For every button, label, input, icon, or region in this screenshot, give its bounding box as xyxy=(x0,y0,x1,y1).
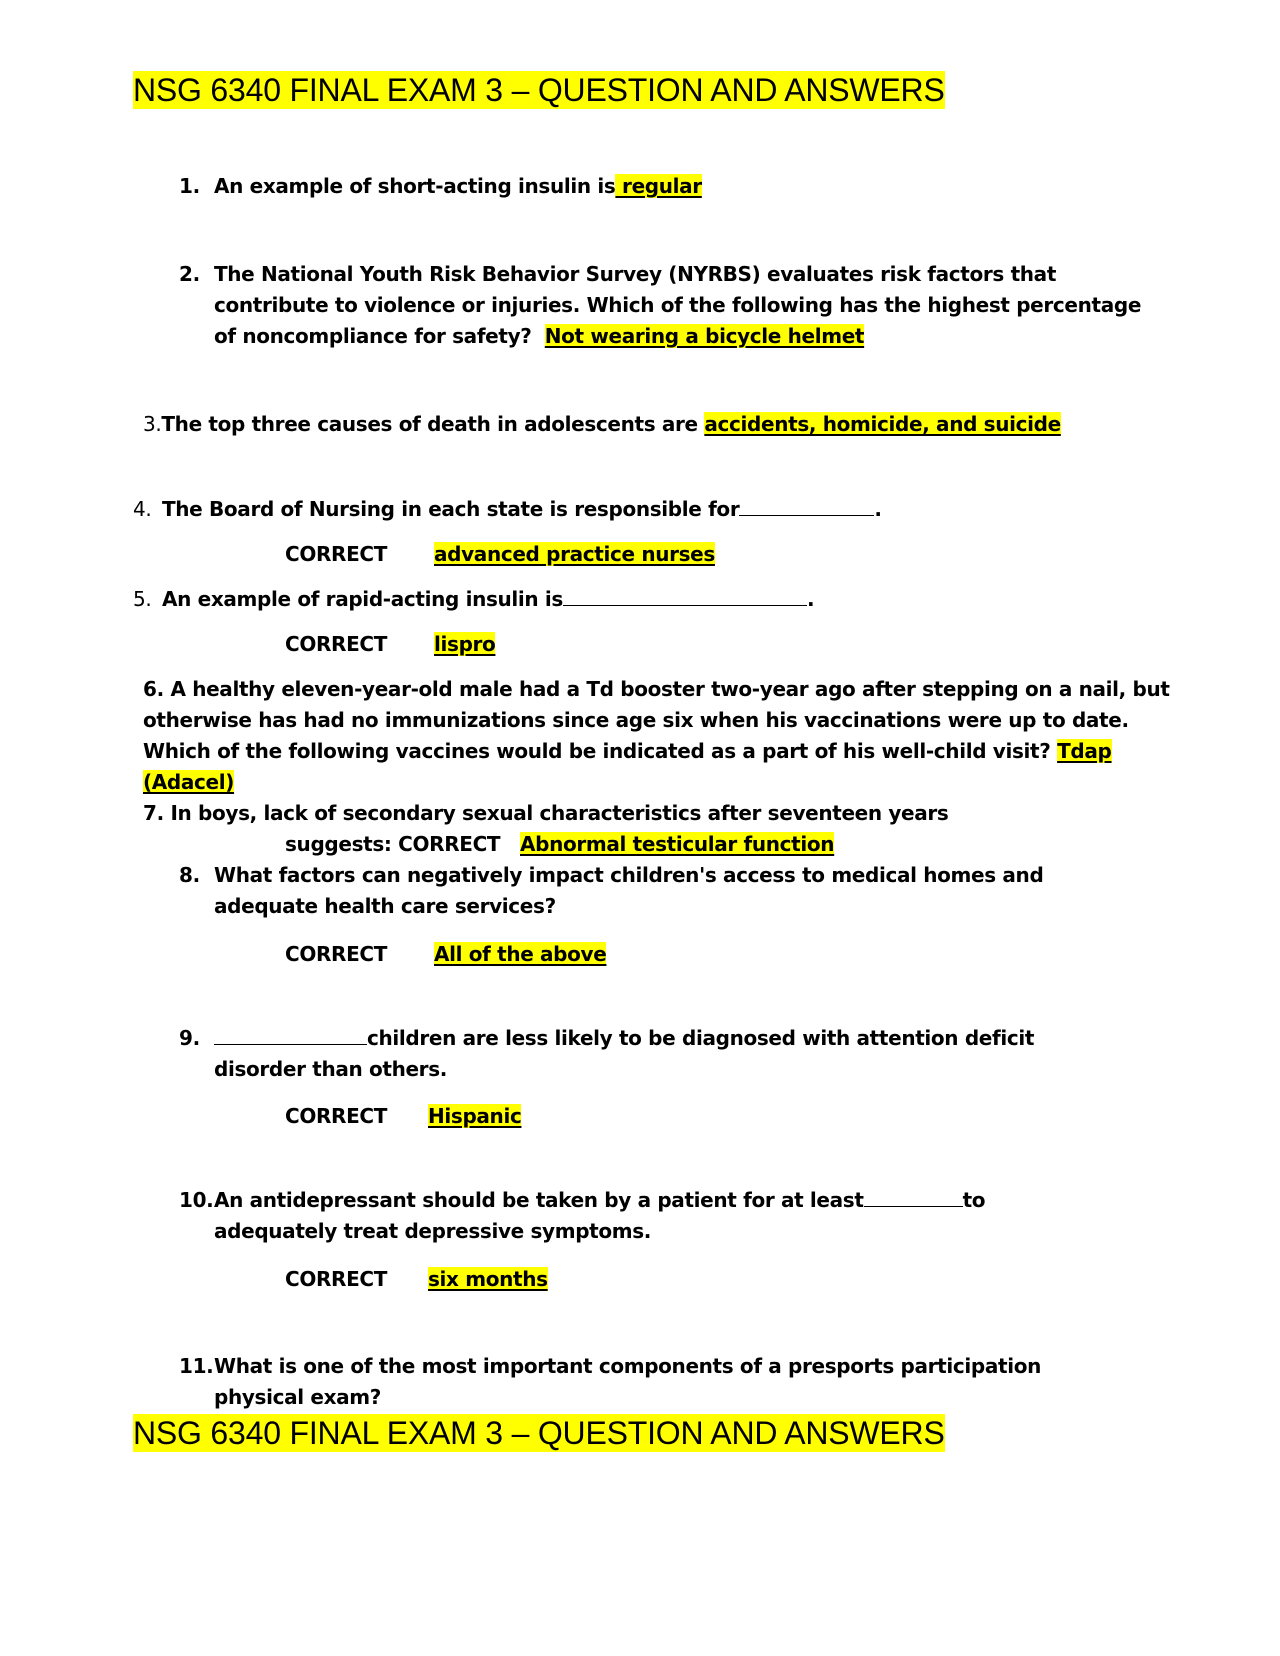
answer-highlight: Not wearing a bicycle helmet xyxy=(544,324,865,348)
question-6-line-3 xyxy=(143,735,1112,767)
question-6-answer-continued xyxy=(143,766,234,798)
question-text-line: An antidepressant should be taken by a patient for at least xyxy=(214,1188,864,1212)
answer-highlight: regular xyxy=(615,174,702,198)
question-end: . xyxy=(874,497,882,521)
question-text-line: to xyxy=(962,1188,986,1212)
answer-highlight: lispro xyxy=(434,632,496,656)
correct-label: CORRECT xyxy=(285,542,388,566)
question-10-line-2: adequately treat depressive symptoms. xyxy=(214,1219,652,1243)
question-number: 1. xyxy=(179,174,200,198)
question-number: 10. xyxy=(179,1188,214,1212)
answer-highlight: Abnormal testicular function xyxy=(520,832,835,856)
question-end: . xyxy=(806,587,815,611)
question-8 xyxy=(179,859,1043,891)
question-text-line: The National Youth Risk Behavior Survey (NYRBS) evaluates risk factors that xyxy=(214,262,1057,286)
question-7-line-2 xyxy=(285,828,834,860)
question-4 xyxy=(133,493,882,525)
question-text-line: In boys, lack of secondary sexual characteristics after seventeen years xyxy=(170,801,949,825)
question-number: 4. xyxy=(133,497,152,521)
question-number: 6. xyxy=(143,677,164,701)
question-text-line: suggests: CORRECT xyxy=(285,832,501,856)
answer-10 xyxy=(428,1263,548,1295)
correct-label: CORRECT xyxy=(285,1104,388,1128)
answer-highlight: accidents, homicide, and suicide xyxy=(704,412,1061,436)
question-text: An example of rapid-acting insulin is xyxy=(162,587,563,611)
question-8-line-2: adequate health care services? xyxy=(214,894,556,918)
question-number: 3. xyxy=(143,412,162,436)
question-11 xyxy=(179,1350,1041,1382)
fill-in-blank xyxy=(739,495,874,516)
footer-title: NSG 6340 FINAL EXAM 3 – QUESTION AND ANSWERS xyxy=(133,1415,945,1451)
answer-8 xyxy=(434,938,606,970)
answer-highlight: advanced practice nurses xyxy=(434,542,715,566)
question-10 xyxy=(179,1184,985,1216)
question-2-line-3 xyxy=(214,320,864,352)
question-6 xyxy=(143,673,1170,705)
question-number: 2. xyxy=(179,262,200,286)
question-9-line-2: disorder than others. xyxy=(214,1057,448,1081)
fill-in-blank xyxy=(864,1186,963,1207)
answer-highlight: six months xyxy=(428,1267,548,1291)
answer-5 xyxy=(434,628,495,660)
question-text: The Board of Nursing in each state is responsible for xyxy=(162,497,740,521)
question-text-line: of noncompliance for safety? xyxy=(214,324,532,348)
answer-highlight: Hispanic xyxy=(428,1104,522,1128)
correct-label: CORRECT xyxy=(285,942,388,966)
correct-label: CORRECT xyxy=(285,1267,388,1291)
question-text: An example of short-acting insulin is xyxy=(214,174,616,198)
question-text-line: children are less likely to be diagnosed with attention deficit xyxy=(367,1026,1035,1050)
fill-in-blank xyxy=(214,1024,367,1045)
question-2 xyxy=(179,258,1056,290)
question-number: 11. xyxy=(179,1354,214,1378)
correct-label: CORRECT xyxy=(285,632,388,656)
answer-highlight: Tdap xyxy=(1057,739,1112,763)
question-5 xyxy=(133,583,814,615)
question-9 xyxy=(179,1022,1034,1054)
question-text: The top three causes of death in adolescents are xyxy=(161,412,698,436)
question-text-line: A healthy eleven-year-old male had a Td booster two-year ago after stepping on a nail, but xyxy=(170,677,1170,701)
question-6-line-2: otherwise has had no immunizations since age six when his vaccinations were up to date. xyxy=(143,708,1129,732)
question-text-line: What is one of the most important components of a presports participation xyxy=(214,1354,1041,1378)
question-text-line: What factors can negatively impact children's access to medical homes and xyxy=(214,863,1044,887)
question-number: 9. xyxy=(179,1026,200,1050)
question-11-line-2: physical exam? xyxy=(214,1385,382,1409)
question-7 xyxy=(143,797,949,829)
page-title: NSG 6340 FINAL EXAM 3 – QUESTION AND ANSWERS xyxy=(133,72,945,108)
question-text-line: Which of the following vaccines would be indicated as a part of his well-child visit? xyxy=(143,739,1051,763)
question-1 xyxy=(179,170,702,202)
answer-4 xyxy=(434,538,715,570)
fill-in-blank xyxy=(563,585,807,606)
question-3 xyxy=(143,408,1061,440)
question-number: 8. xyxy=(179,863,200,887)
answer-9 xyxy=(428,1100,521,1132)
question-2-line-2: contribute to violence or injuries. Which of the following has the highest percentage xyxy=(214,293,1142,317)
question-number: 5. xyxy=(133,587,152,611)
answer-highlight: All of the above xyxy=(434,942,607,966)
question-number: 7. xyxy=(143,801,164,825)
answer-highlight: (Adacel) xyxy=(143,770,235,794)
